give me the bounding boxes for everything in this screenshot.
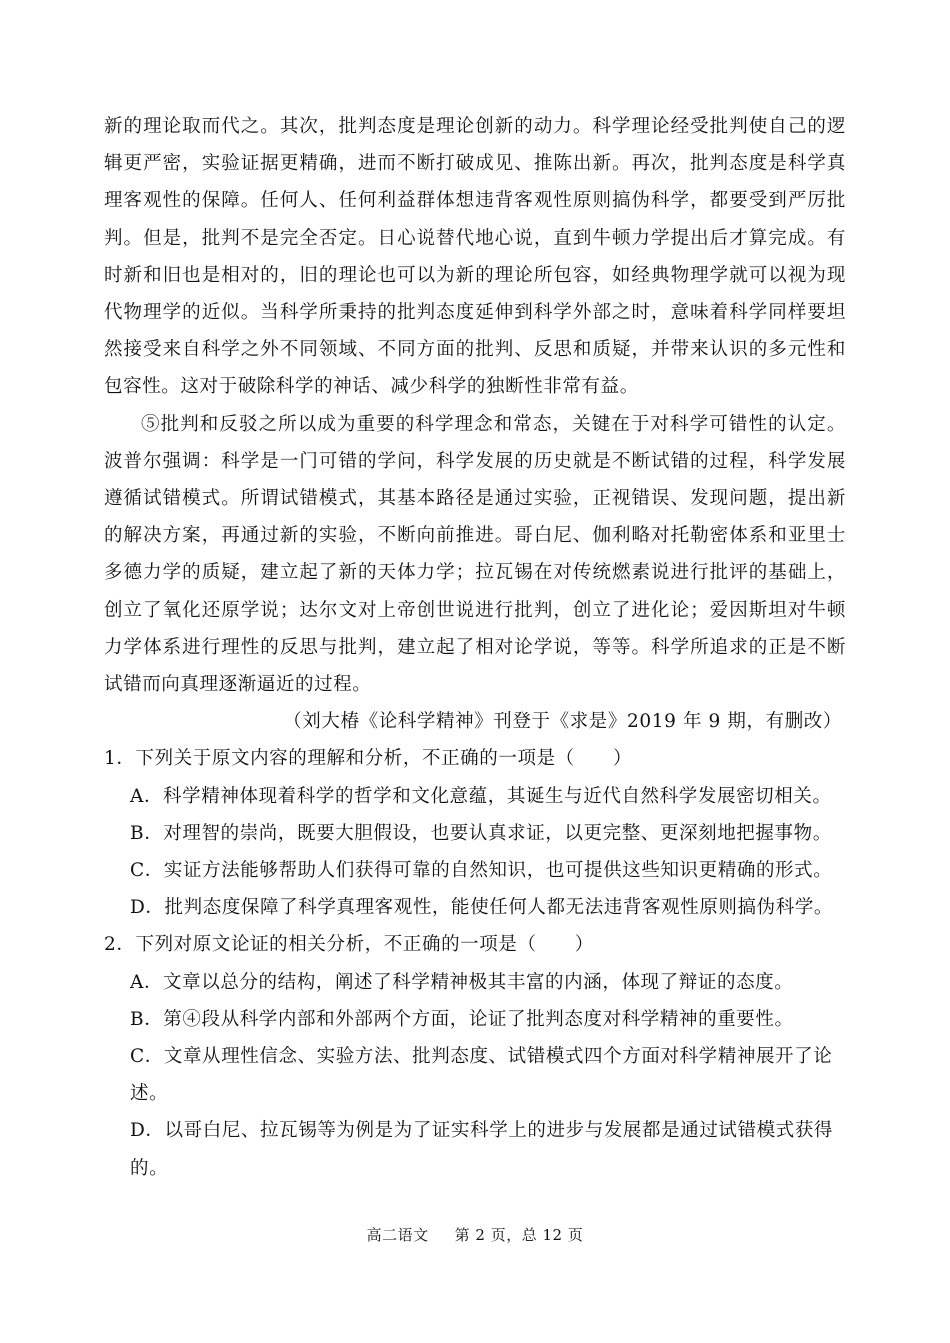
- option-d: D．以哥白尼、拉瓦锡等为例是为了证实科学上的进步与发展都是通过试错模式获得的。: [130, 1120, 834, 1179]
- option-a: A．文章以总分的结构，阐述了科学精神极其丰富的内涵，体现了辩证的态度。: [130, 971, 794, 993]
- question-1: [104, 740, 846, 926]
- source-citation: （刘大椿《论科学精神》刊登于《求是》2019 年 9 期，有删改）: [283, 711, 842, 733]
- option-c: C．文章从理性信念、实验方法、批判态度、试错模式四个方面对科学精神展开了论述。: [130, 1046, 833, 1105]
- question-stem: 2．下列对原文论证的相关分析，不正确的一项是（ ）: [104, 934, 594, 956]
- option-d: D．批判态度保障了科学真理客观性，能使任何人都无法违背客观性原则搞伪科学。: [130, 897, 834, 919]
- option-a: A．科学精神体现着科学的哲学和文化意蕴，其诞生与近代自然科学发展密切相关。: [130, 785, 832, 807]
- option-c: C．实证方法能够帮助人们获得可靠的自然知识，也可提供这些知识更精确的形式。: [130, 860, 833, 882]
- option-b: B．对理智的崇尚，既要大胆假设，也要认真求证，以更完整、更深刻地把握事物。: [130, 822, 832, 844]
- page-content: [104, 108, 846, 1187]
- footer-subject: 高二语文: [366, 1226, 429, 1244]
- page-footer: [0, 1224, 950, 1245]
- footer-page-number: 第 2 页，总 12 页: [454, 1226, 584, 1244]
- question-stem: 1．下列关于原文内容的理解和分析，不正确的一项是（ ）: [104, 748, 633, 770]
- question-2: [104, 926, 846, 1186]
- option-b: B．第④段从科学内部和外部两个方面，论证了批判态度对科学精神的重要性。: [130, 1008, 794, 1030]
- paragraph-continuation: 新的理论取而代之。其次，批判态度是理论创新的动力。科学理论经受批判使自己的逻辑更严密，实验证据更精确，进而不断打破成见、推陈出新。再次，批判态度是科学真理客观性的保障。任何人、任何利益群体想违背客观性原则搞伪科学，都要受到严厉批判。但是，批判不是完全否定。日心说替代地心说，直到牛顿力学提出后才算完成。有时新和旧也是相对的，旧的理论也可以为新的理论所包容，如经典物理学就可以视为现代物理学的近似。当科学所秉持的批判态度延伸到科学外部之时，意味着科学同样要坦然接受来自科学之外不同领域、不同方面的批判、反思和质疑，并带来认识的多元性和包容性。这对于破除科学的神话、减少科学的独断性非常有益。: [104, 116, 846, 398]
- paragraph-5: ⑤批判和反驳之所以成为重要的科学理念和常态，关键在于对科学可错性的认定。波普尔强调：科学是一门可错的学问，科学发展的历史就是不断试错的过程，科学发展遵循试错模式。所谓试错模式，其基本路径是通过实验，正视错误、发现问题，提出新的解决方案，再通过新的实验，不断向前推进。哥白尼、伽利略对托勒密体系和亚里士多德力学的质疑，建立起了新的天体力学；拉瓦锡在对传统燃素说进行批评的基础上，创立了氧化还原学说；达尔文对上帝创世说进行批判，创立了进化论；爱因斯坦对牛顿力学体系进行理性的反思与批判，建立起了相对论学说，等等。科学所追求的正是不断试错而向真理逐渐逼近的过程。: [104, 413, 846, 696]
